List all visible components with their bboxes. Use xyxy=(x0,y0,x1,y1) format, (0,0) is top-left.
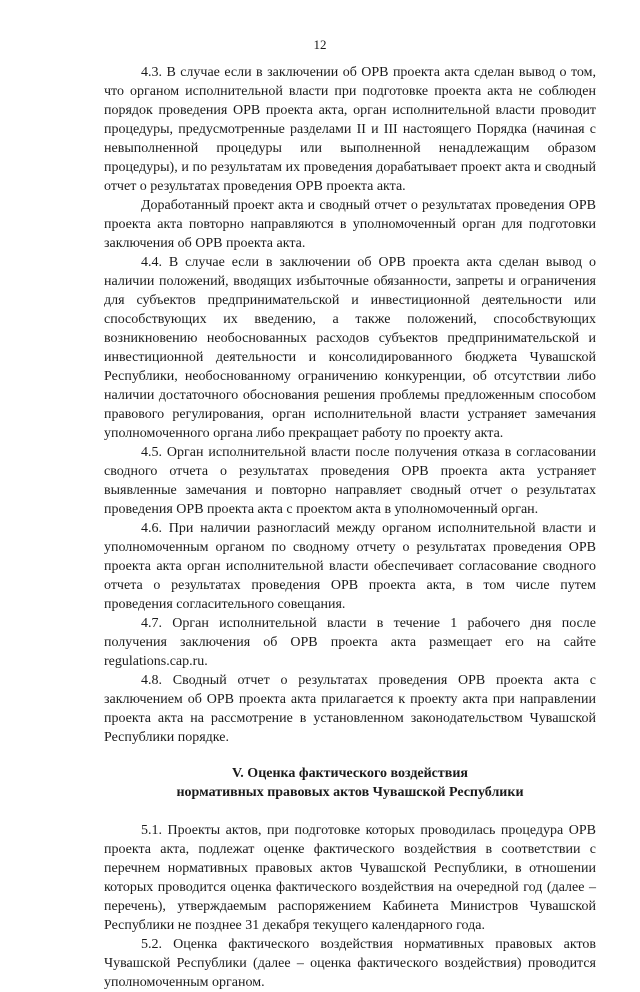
paragraph-4-5: 4.5. Орган исполнительной власти после получения отказа в согласовании сводного отчета о результатах проведения ОРВ проекта акта устраняет выявленные замечания и повторно направляет сводный отчет о результатах проведения ОРВ проекта акта с проектом акта в уполномоченный орган. xyxy=(104,445,596,517)
section-heading xyxy=(104,764,596,802)
paragraph-4-3-continued: Доработанный проект акта и сводный отчет о результатах проведения ОРВ проекта акта повторно направляются в уполномоченный орган для подготовки заключения об ОРВ проекта акта. xyxy=(104,198,596,251)
page-number: 12 xyxy=(313,37,327,52)
document-body xyxy=(104,63,596,992)
paragraph-4-8: 4.8. Сводный отчет о результатах проведения ОРВ проекта акта с заключением об ОРВ проекта акта прилагается к проекту акта при направлении проекта акта на рассмотрение в установленном законодательством Чувашской Республики порядке. xyxy=(104,673,596,745)
section-heading-line-2: нормативных правовых актов Чувашской Республики xyxy=(176,785,524,800)
paragraph-4-3: 4.3. В случае если в заключении об ОРВ проекта акта сделан вывод о том, что органом исполнительной власти при подготовке проекта акта не соблюден порядок проведения ОРВ проекта акта, орган исполнительной власти проводит процедуры, предусмотренные разделами II и III настоящего Порядка (начиная с невыполненной процедуры или выполненной ненадлежащим образом процедуры), и по результатам их проведения дорабатывает проект акта и сводный отчет о результатах проведения ОРВ проекта акта. xyxy=(104,65,596,194)
paragraph-5-1: 5.1. Проекты актов, при подготовке которых проводилась процедура ОРВ проекта акта, подлежат оценке фактического воздействия в соответствии с перечнем нормативных правовых актов Чувашской Республики, в отношении которых проводится оценка фактического воздействия на очередной год (далее – перечень), утверждаемым распоряжением Кабинета Министров Чувашской Республики не позднее 31 декабря текущего календарного года. xyxy=(104,823,596,933)
section-heading-line-1: V. Оценка фактического воздействия xyxy=(232,766,468,781)
paragraph-5-2: 5.2. Оценка фактического воздействия нормативных правовых актов Чувашской Республики (далее – оценка фактического воздействия) проводится уполномоченным органом. xyxy=(104,937,596,990)
paragraph-4-7: 4.7. Орган исполнительной власти в течение 1 рабочего дня после получения заключения об ОРВ проекта акта размещает его на сайте regulations.cap.ru. xyxy=(104,616,596,669)
paragraph-4-6: 4.6. При наличии разногласий между органом исполнительной власти и уполномоченным органом по сводному отчету о результатах проведения ОРВ проекта акта орган исполнительной власти обеспечивает согласование сводного отчета о результатах проведения ОРВ проекта акта, в том числе путем проведения согласительного совещания. xyxy=(104,521,596,612)
paragraph-4-4: 4.4. В случае если в заключении об ОРВ проекта акта сделан вывод о наличии положений, вводящих избыточные обязанности, запреты и ограничения для субъектов предпринимательской и инвестиционной деятельности или способствующих их введению, а также положений, способствующих возникновению необоснованных расходов субъектов предпринимательской и инвестиционной деятельности и консолидированного бюджета Чувашской Республики, необоснованному ограничению конкуренции, об отсутствии либо наличии достаточного обоснования решения проблемы предложенным способом правового регулирования, орган исполнительной власти устраняет замечания уполномоченного органа либо прекращает работу по проекту акта. xyxy=(104,255,596,441)
